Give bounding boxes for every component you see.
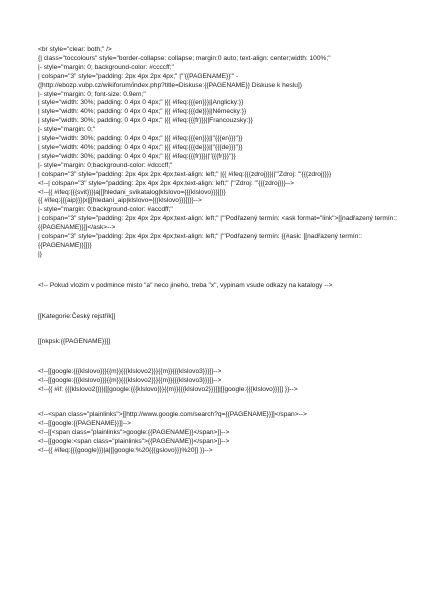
text-line: |- style="margin: 0;" [38,126,96,134]
text-line: <!--| colspan="3" style="padding: 2px 4px 2px 4px;text-align: left;" |'''Zdroj: '''{{{zdroj}}}--> [38,179,295,187]
text-line: | style="width: 30%; padding: 0 4px 0 4px;" |{{ #ifeq:{{{en}}}||''{{{en}}}''}} [38,135,243,143]
text-line: <!--{{ #ifeq:{{{svit}}}|a|[[hledani_svikatalog|klslovo={{{klslovo}}}]]}} [38,188,226,196]
text-line: <!--[[google:{{{klslovo}}}{{m}}{{{klslovo2}}}{{m}}{{{klslovo3}}}]]--> [38,368,222,376]
text-line: <!--[[google:{{PAGENAME}}]]--> [38,420,131,428]
category-block [38,313,412,322]
text-line: <!-- Pokud vlozim v podmince misto "a" neco jineho, treba "x", vypinam vsude odkazy na katalogy --> [38,281,333,289]
text-line: | style="width: 30%; padding: 0 4px 0 4px;" |{{ #ifeq:{{{en}}}||Anglicky:}} [38,99,244,107]
text-line: |- style="margin: 0; background-color: #ccccff;" [38,63,174,71]
text-line: | style="width: 30%; padding: 0 4px 0 4px;" |{{ #ifeq:{{{fr}}}||Francouzsky:}} [38,117,253,125]
text-line: <!--[[<span class="plainlinks">google:{{PAGENAME}}</span>]]--> [38,429,230,436]
text-line: ([http://ebozp.vubp.cz/wikiforum/index.php?title=Diskuse:{{PAGENAME}} Diskuse k heslu]) [38,81,302,89]
text-line: <!--[[google:<span class="plainlinks">{{PAGENAME}}</span>]]--> [38,437,230,445]
google-comment-block [38,368,412,395]
text-line: |} [38,250,42,258]
comment-block [38,282,412,291]
text-line: |- style="margin: 0;background-color: #accdff;" [38,206,173,214]
text-line: | colspan="3" style="padding: 2px 4px 2px 4px;text-align: left;" |'''Podřazený termín: <ask format="link">[[nadřazený termín::{{PAGENAME}}]]</ask>--> [38,215,397,232]
text-line: | colspan="3" style="padding: 2px 4px 2px 4px;text-align: left;" |{{ #ifeq:{{{zdroj}}}||'''Zdroj: '''{{{zdroj}}}} [38,170,332,178]
text-line: {| class="toccolours" style="border-collapse: collapse; margin:0 auto; text-align: center;width: 100%;" [38,54,331,62]
text-line: {{ #ifeq:{{{aip}}}|x|[[hledani_aip|klslovo={{{klslovo}}}]]}}--> [38,197,202,205]
text-line: [[Kategorie:Český rejstřík]] [38,312,116,320]
text-line: <!--[[google:{{{klslovo}}}{{m}}{{{klslovo2}}}{{m}}{{{klslovo3}}}]]--> [38,377,222,385]
nkpsk-block [38,338,412,347]
text-line: | style="width: 30%; padding: 0 4px 0 4px;" |{{ #ifeq:{{{fr}}}||''{{{fr}}}''}} [38,152,236,160]
text-line: | colspan="3" style="padding: 2px 4px 2px 4px;text-align: left;" |'''Podřazený termín: {{#ask: [[nadřazený termín::{{PAGENAME}}]]}} [38,233,363,249]
text-line: |- style="margin: 0; font-size: 0.9em;" [38,90,146,98]
text-line: | style="width: 40%; padding: 0 4px 0 4px;" |{{ #ifeq:{{{de}}}||''{{{de}}}''}} [38,143,243,151]
text-line: <!--{{ #if: {{{klslovo2|}}}|[[google:{{{klslovo}}}{{m}}{{{klslovo2}}}]]|[[google:{{{klslovo}}}]] }}--> [38,386,298,394]
text-line: <!--<span class="plainlinks">[[http://www.google.com/search?q={{PAGENAME}}]]</span>--> [38,411,307,419]
text-line: [[nkpsk:{{PAGENAME}}]] [38,337,111,345]
text-line: |- style="margin: 0;background-color: #dcccff;" [38,161,173,169]
text-line: <!--{{ #ifeq:{{{google}}}|a|[[google:%20{{{gslovo}}}%20]] }}--> [38,446,213,454]
template-code-block [38,46,412,260]
plainlinks-comment-block [38,411,412,456]
text-line: <br style="clear: both;" /> [38,46,112,53]
text-line: | style="width: 40%; padding: 0 4px 0 4px;" |{{ #ifeq:{{{de}}}||Německy:}} [38,108,247,116]
text-line: | colspan="3" style="padding: 2px 4px 2px 4px;" |'''{{PAGENAME}}''' - [38,72,239,80]
